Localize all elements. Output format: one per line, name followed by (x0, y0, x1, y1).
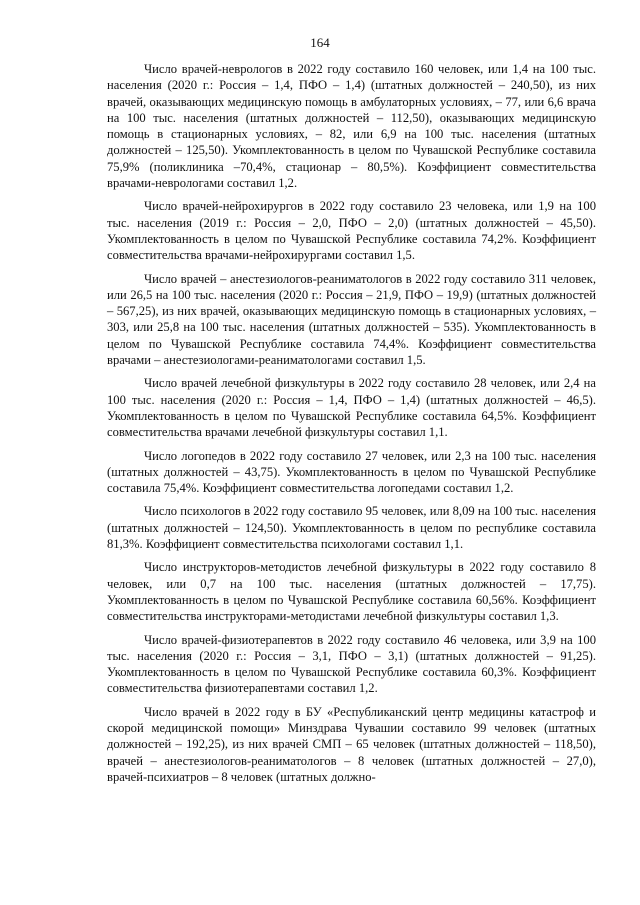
body-text (107, 61, 596, 785)
paragraph-physical-therapy-doctors: Число врачей лечебной физкультуры в 2022 году составило 28 человек, или 2,4 на 100 тыс. населения (2020 г.: Россия – 1,4, ПФО – 1,4) (штатных должностей – 46,5). Укомплектованность в целом по Чувашской Республике составила 64,5%. Коэффициент совместительства врачами лечебной физкультуры составил 1,1. (107, 376, 596, 440)
paragraph-neurosurgeons: Число врачей-нейрохирургов в 2022 году составило 23 человека, или 1,9 на 100 тыс. населения (2019 г.: Россия – 2,0, ПФО – 2,0) (штатных должностей – 45,50). Укомплектованность в целом по Чувашской Республике составила 74,2%. Коэффициент совместительства врачами-нейрохирургами составил 1,5. (107, 199, 596, 263)
paragraph-emergency-center: Число врачей в 2022 году в БУ «Республиканский центр медицины катастроф и скорой медицинской помощи» Минздрава Чувашии составило 99 человек (штатных должностей – 192,25), из них врачей СМП – 65 человек (штатных должностей – 118,50), врачей – анестезиологов-реаниматологов – 8 человек (штатных должностей – 27,0), врачей-психиатров – 8 человек (штатных должно- (107, 704, 596, 784)
paragraph-anesthesiologists: Число врачей – анестезиологов-реаниматологов в 2022 году составило 311 человек, или 26,5 на 100 тыс. населения (2020 г.: Россия – 21,9, ПФО – 19,9) (штатных должностей – 567,25), из них врачей, оказывающих медицинскую помощь в стационарных условиях, – 303, или 25,8 на 100 тыс. населения (штатных должностей – 535). Укомплектованность в целом по Чувашской Республике составила 74,4%. Коэффициент совместительства врачами – анестезиологами-реаниматологами составил 1,5. (107, 271, 596, 368)
page-number: 164 (310, 35, 330, 50)
paragraph-physiotherapists: Число врачей-физиотерапевтов в 2022 году составило 46 человека, или 3,9 на 100 тыс. населения (2020 г.: Россия – 3,1, ПФО – 3,1) (штатных должностей – 91,25). Укомплектованность в целом по Чувашской Республике составила 60,3%. Коэффициент совместительства физиотерапевтами составил 1,2. (107, 632, 596, 696)
paragraph-neurologists: Число врачей-неврологов в 2022 году составило 160 человек, или 1,4 на 100 тыс. населения (2020 г.: Россия – 1,4, ПФО – 1,4) (штатных должностей – 240,50), из них врачей, оказывающих медицинскую помощь в амбулаторных условиях, – 77, или 6,6 врача на 100 тыс. населения (штатных должностей – 112,50), оказывающих медицинскую помощь в стационарных условиях, – 82, или 6,9 на 100 тыс. населения (штатных должностей – 125,50). Укомплектованность в целом по Чувашской Республике составила 75,9% (поликлиника –70,4%, стационар – 80,5%). Коэффициент совместительства врачами-неврологами составил 1,2. (107, 62, 596, 191)
paragraph-speech-therapists: Число логопедов в 2022 году составило 27 человек, или 2,3 на 100 тыс. населения (штатных должностей – 43,75). Укомплектованность в целом по Чувашской Республике составила 75,4%. Коэффициент совместительства логопедами составил 1,2. (107, 448, 596, 496)
paragraph-exercise-instructors: Число инструкторов-методистов лечебной физкультуры в 2022 году составило 8 человек, или 0,7 на 100 тыс. населения (штатных должностей – 17,75). Укомплектованность в целом по Чувашской Республике составила 60,56%. Коэффициент совместительства инструкторами-методистами лечебной физкультуры составил 1,3. (107, 560, 596, 624)
paragraph-psychologists: Число психологов в 2022 году составило 95 человек, или 8,09 на 100 тыс. населения (штатных должностей – 124,50). Укомплектованность в целом по республике составила 81,3%. Коэффициент совместительства психологами составил 1,1. (107, 504, 597, 552)
